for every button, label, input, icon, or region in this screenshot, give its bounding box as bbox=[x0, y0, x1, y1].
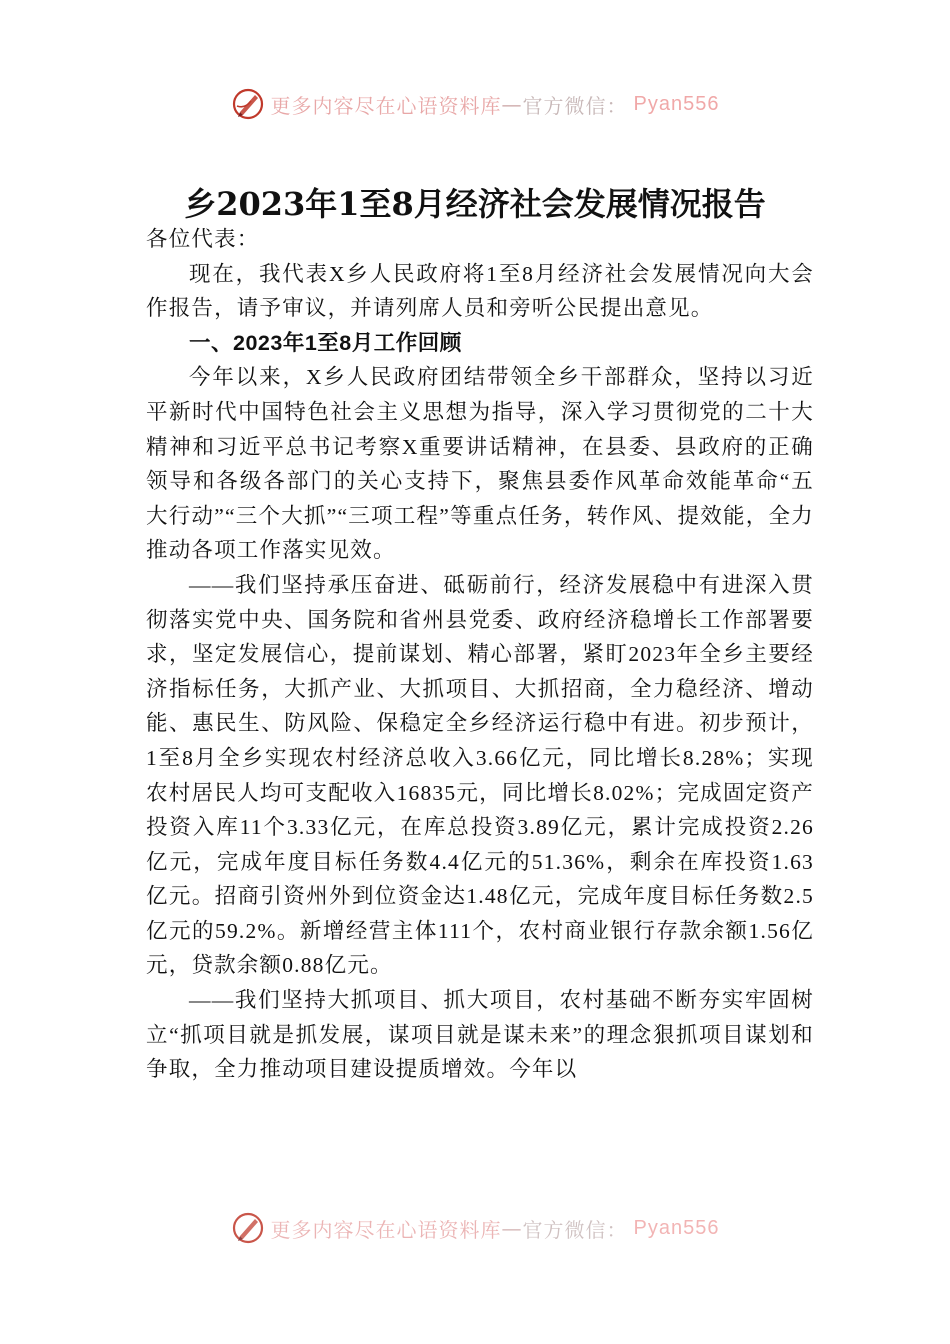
body-paragraph-2: ——我们坚持承压奋进、砥砺前行，经济发展稳中有进深入贯彻落实党中央、国务院和省州县党委、政府经济稳增长工作部署要求，坚定发展信心，提前谋划、精心部署，紧盯2023年全乡主要经济指标任务，大抓产业、大抓项目、大抓招商，全力稳经济、增动能、惠民生、防风险、保稳定全乡经济运行稳中有进。初步预计，1至8月全乡实现农村经济总收入3.66亿元，同比增长8.28%；实现农村居民人均可支配收入16835元，同比增长8.02%；完成固定资产投资入库11个3.33亿元，在库总投资3.89亿元，累计完成投资2.26亿元，完成年度目标任务数4.4亿元的51.36%，剩余在库投资1.63亿元。招商引资州外到位资金达1.48亿元，完成年度目标任务数2.5亿元的59.2%。新增经营主体111个，农村商业银行存款余额1.56亿元，贷款余额0.88亿元。 bbox=[146, 572, 814, 978]
document-title: 乡2023年1至8月经济社会发展情况报告 bbox=[184, 185, 766, 223]
watermark-text: 更多内容尽在心语资料库 bbox=[270, 93, 502, 118]
watermark-wechat-id: Pyan556 bbox=[633, 1216, 720, 1239]
section-heading: 一、2023年1至8月工作回顾 bbox=[189, 330, 462, 355]
watermark-text: 更多内容尽在心语资料库 bbox=[270, 1217, 502, 1242]
pen-logo-icon bbox=[231, 1211, 265, 1245]
pen-logo-icon bbox=[231, 87, 265, 121]
watermark-separator: — bbox=[501, 1216, 523, 1240]
body-paragraph-3: ——我们坚持大抓项目、抓大项目，农村基础不断夯实牢固树立“抓项目就是抓发展，谋项目就是谋未来”的理念狠抓项目谋划和争取，全力推动项目建设提质增效。今年以 bbox=[146, 988, 814, 1082]
watermark-wechat-id: Pyan556 bbox=[633, 92, 720, 115]
salutation: 各位代表： bbox=[146, 227, 260, 251]
intro-paragraph: 现在，我代表X乡人民政府将1至8月经济社会发展情况向大会作报告，请予审议，并请列席人员和旁听公民提出意见。 bbox=[146, 261, 814, 321]
watermark-wechat-label: 官方微信： bbox=[522, 93, 628, 118]
watermark-footer bbox=[0, 1208, 950, 1248]
watermark-separator: — bbox=[501, 92, 523, 116]
body-paragraph-1: 今年以来，X乡人民政府团结带领全乡干部群众，坚持以习近平新时代中国特色社会主义思想为指导，深入学习贯彻党的二十大精神和习近平总书记考察X重要讲话精神，在县委、县政府的正确领导和各级各部门的关心支持下，聚焦县委作风革命效能革命“五大行动”“三个大抓”“三项工程”等重点任务，转作风、提效能，全力推动各项工作落实见效。 bbox=[146, 365, 814, 563]
watermark-header bbox=[0, 84, 950, 124]
watermark-wechat-label: 官方微信： bbox=[522, 1217, 628, 1242]
document-body bbox=[146, 222, 814, 1087]
